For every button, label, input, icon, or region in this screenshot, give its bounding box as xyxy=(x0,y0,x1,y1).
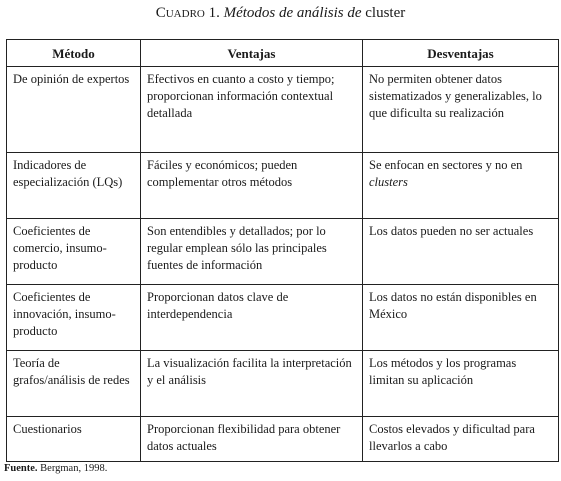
table-row xyxy=(7,417,559,462)
header-ventajas: Ventajas xyxy=(141,40,363,67)
cell-metodo: Cuestionarios xyxy=(7,417,141,462)
table-row xyxy=(7,219,559,285)
cell-desventajas-text: Se enfocan en sectores y no en xyxy=(369,158,523,172)
source-note xyxy=(4,462,107,476)
cell-ventajas: Efectivos en cuanto a costo y tiempo; proporcionan información contextual detallada xyxy=(141,67,363,153)
cell-metodo: De opinión de expertos xyxy=(7,67,141,153)
cell-ventajas: La visualización facilita la interpretación y el análisis xyxy=(141,351,363,417)
cell-desventajas: Costos elevados y dificultad para llevarlos a cabo xyxy=(363,417,559,462)
cell-desventajas: Los métodos y los programas limitan su aplicación xyxy=(363,351,559,417)
cell-desventajas xyxy=(363,153,559,219)
cell-ventajas: Fáciles y económicos; pueden complementar otros métodos xyxy=(141,153,363,219)
cell-desventajas: Los datos pueden no ser actuales xyxy=(363,219,559,285)
caption-title: Métodos de análisis de xyxy=(223,5,362,21)
cell-desventajas-italic: clusters xyxy=(369,175,408,189)
table-row xyxy=(7,153,559,219)
cell-ventajas: Son entendibles y detallados; por lo regular emplean sólo las principales fuentes de información xyxy=(141,219,363,285)
header-metodo: Método xyxy=(7,40,141,67)
table-row xyxy=(7,351,559,417)
cell-metodo: Coeficientes de comercio, insumo-producto xyxy=(7,219,141,285)
source-text: Bergman, 1998. xyxy=(40,463,108,474)
cell-ventajas: Proporcionan datos clave de interdependencia xyxy=(141,285,363,351)
caption-title-tail: cluster xyxy=(365,5,406,21)
methods-table xyxy=(6,39,559,462)
table-caption xyxy=(0,4,561,22)
header-desventajas: Desventajas xyxy=(363,40,559,67)
source-label: Fuente. xyxy=(4,463,38,474)
cell-metodo: Indicadores de especialización (LQs) xyxy=(7,153,141,219)
cell-desventajas: Los datos no están disponibles en México xyxy=(363,285,559,351)
cell-ventajas: Proporcionan flexibilidad para obtener datos actuales xyxy=(141,417,363,462)
table-row xyxy=(7,67,559,153)
cell-desventajas: No permiten obtener datos sistematizados y generalizables, lo que dificulta su realización xyxy=(363,67,559,153)
cell-metodo: Teoría de grafos/análisis de redes xyxy=(7,351,141,417)
caption-number: Cuadro 1. xyxy=(155,5,220,21)
table-header-row xyxy=(7,40,559,67)
cell-metodo: Coeficientes de innovación, insumo-producto xyxy=(7,285,141,351)
table-row xyxy=(7,285,559,351)
